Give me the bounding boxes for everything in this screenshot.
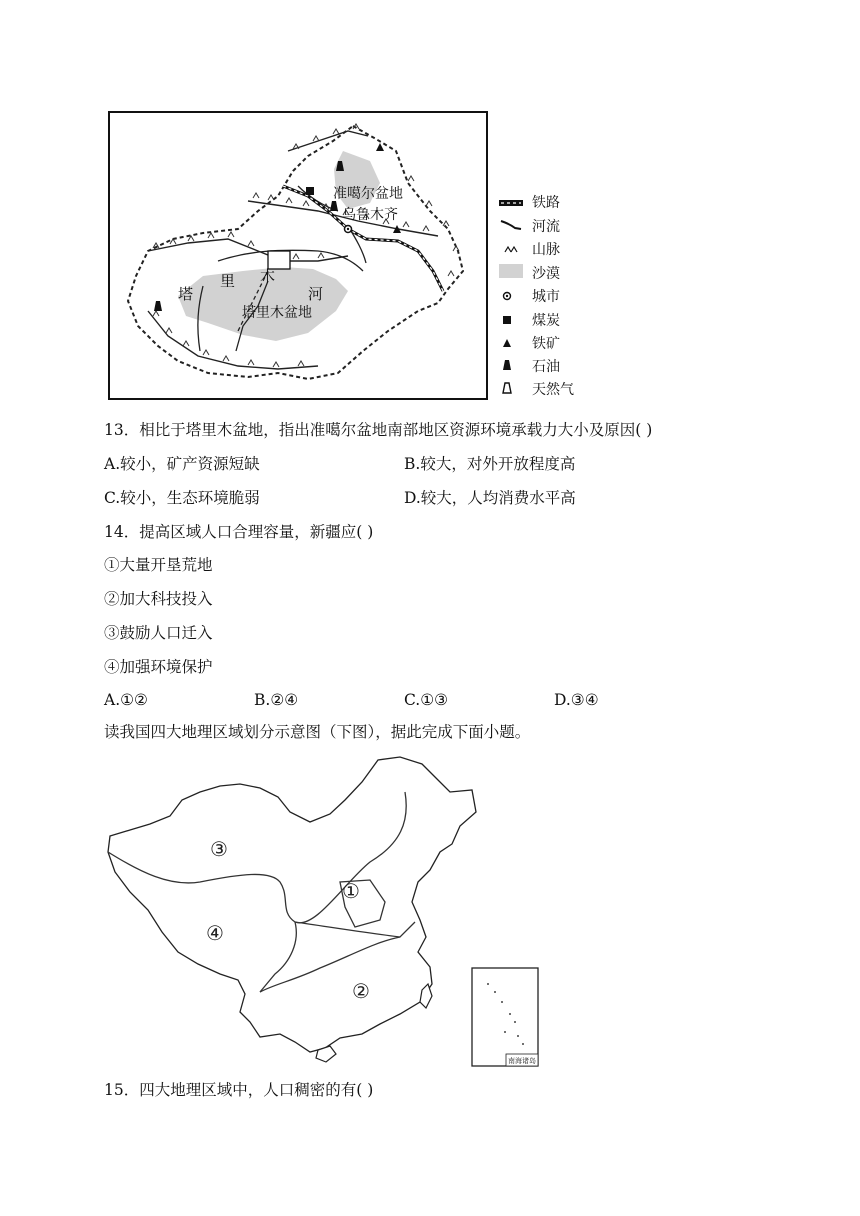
q14-item-3: ③鼓励人口迁入: [104, 624, 213, 642]
label-ta: 塔: [178, 285, 194, 303]
coal-marker: [306, 187, 314, 195]
map-legend: [498, 194, 608, 400]
q13-option-a[interactable]: A.较小，矿产资源短缺: [104, 455, 260, 473]
legend-mountain: 山脉: [498, 241, 560, 259]
legend-oil: 石油: [498, 358, 560, 376]
legend-coal: 煤炭: [498, 312, 560, 330]
q14-option-c[interactable]: C.①③: [404, 691, 449, 709]
label-mu: 木: [260, 267, 276, 285]
legend-desert: 沙漠: [498, 264, 560, 283]
legend-river: 河流: [498, 218, 560, 236]
region-3-label: ③: [210, 837, 228, 861]
city-icon: [498, 288, 524, 306]
china-map-svg: [100, 752, 545, 1070]
legend-railway: 铁路: [498, 194, 560, 212]
legend-iron-ore: 铁矿: [498, 335, 560, 353]
q13-option-c[interactable]: C.较小，生态环境脆弱: [104, 489, 260, 507]
q13-option-b[interactable]: B.较大，对外开放程度高: [404, 455, 576, 473]
q15-stem: 15．四大地理区域中，人口稠密的有( ): [104, 1081, 374, 1099]
label-li: 里: [220, 272, 236, 290]
label-tarim-basin: 塔里木盆地: [242, 305, 312, 321]
label-junggar: 准噶尔盆地: [333, 186, 403, 202]
intro-text: 读我国四大地理区域划分示意图（下图），据此完成下面小题。: [104, 723, 531, 741]
q13-option-d[interactable]: D.较大，人均消费水平高: [404, 489, 576, 507]
q14-item-1: ①大量开垦荒地: [104, 556, 213, 574]
desert-swatch: [498, 264, 524, 283]
xinjiang-map: [108, 111, 488, 400]
china-outline: [108, 757, 476, 1052]
q13-stem: 13．相比于塔里木盆地，指出准噶尔盆地南部地区资源环境承载力大小及原因( ): [104, 421, 653, 439]
south-china-sea-inset: [472, 968, 538, 1066]
oil-icon: [498, 358, 524, 376]
region-1-label: ①: [342, 879, 360, 903]
q14-stem: 14．提高区域人口合理容量，新疆应( ): [104, 523, 374, 541]
legend-city: 城市: [498, 288, 560, 306]
xinjiang-map-svg: [108, 111, 488, 400]
q14-option-a[interactable]: A.①②: [104, 691, 148, 709]
inset-label: 南海诸岛: [508, 1057, 536, 1065]
coal-icon: [498, 312, 524, 330]
label-urumqi: 乌鲁木齐: [342, 207, 398, 223]
label-he: 河: [308, 285, 324, 303]
map-frame: [109, 112, 487, 399]
legend-natural-gas: 天然气: [498, 381, 574, 399]
region-4-label: ④: [206, 921, 224, 945]
china-regions-map: [100, 752, 545, 1070]
q14-option-d[interactable]: D.③④: [554, 691, 599, 709]
iron-ore-icon: [498, 335, 524, 353]
river-icon: [498, 218, 524, 236]
natural-gas-icon: [498, 381, 524, 399]
q14-item-2: ②加大科技投入: [104, 590, 213, 608]
q14-item-4: ④加强环境保护: [104, 658, 213, 676]
mountain-icon: [498, 241, 524, 259]
q14-option-b[interactable]: B.②④: [254, 691, 299, 709]
region-2-label: ②: [352, 979, 370, 1003]
railway-icon: [498, 194, 524, 212]
